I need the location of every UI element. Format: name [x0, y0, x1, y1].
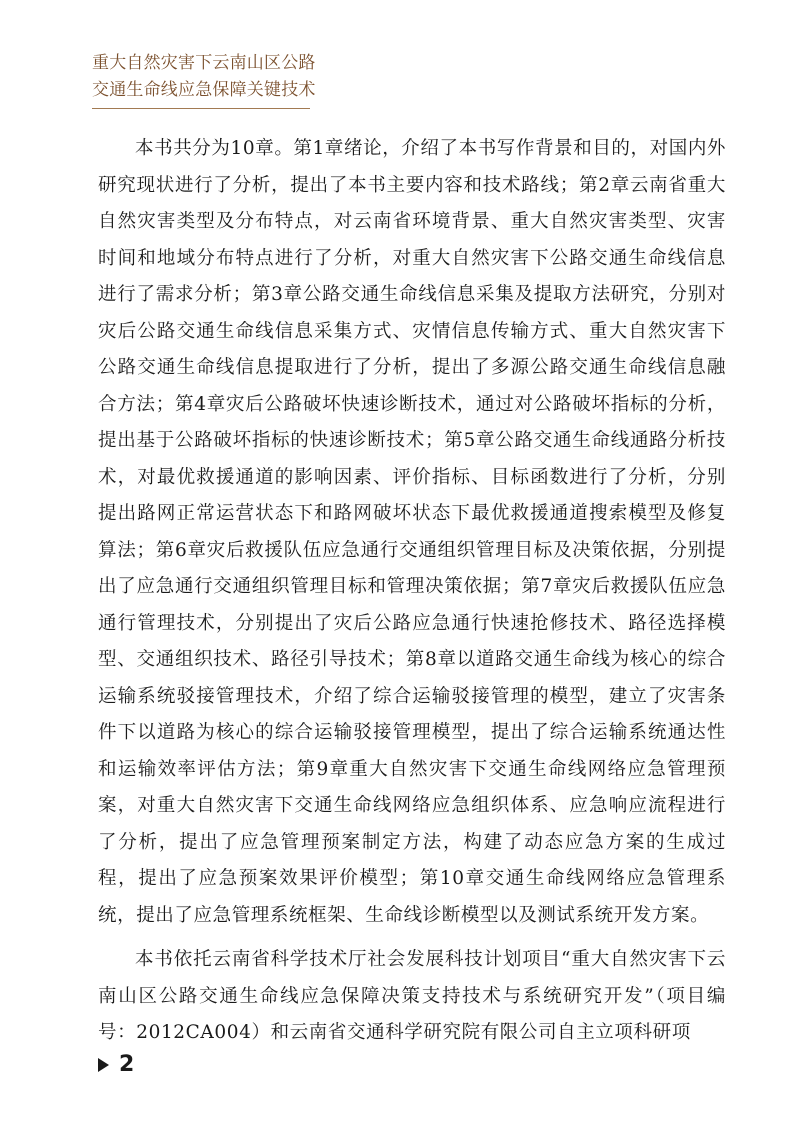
paragraph-funding: 本书依托云南省科学技术厅社会发展科技计划项目“重大自然灾害下云南山区公路交通生命线应急保障决策支持技术与系统研究开发”（项目编号：2012CA004）和云南省交通科学研究院有限公司自主立项科研项 [98, 949, 726, 1043]
body-text [98, 131, 726, 1060]
running-header [92, 50, 314, 109]
paragraph-chapter-overview: 本书共分为10章。第1章绪论，介绍了本书写作背景和目的，对国内外研究现状进行了分析，提出了本书主要内容和技术路线；第2章云南省重大自然灾害类型及分布特点，对云南省环境背景、重大自然灾害类型、灾害时间和地域分布特点进行了分析，对重大自然灾害下公路交通生命线信息进行了需求分析；第3章公路交通生命线信息采集及提取方法研究，分别对灾后公路交通生命线信息采集方式、灾情信息传输方式、重大自然灾害下公路交通生命线信息提取进行了分析，提出了多源公路交通生命线信息融合方法；第4章灾后公路破坏快速诊断技术，通过对公路破坏指标的分析，提出基于公路破坏指标的快速诊断技术；第5章公路交通生命线通路分析技术，对最优救援通道的影响因素、评价指标、目标函数进行了分析，分别提出路网正常运营状态下和路网破坏状态下最优救援通道搜索模型及修复算法；第6章灾后救援队伍应急通行交通组织管理目标及决策依据，分别提出了应急通行交通组织管理目标和管理决策依据；第7章灾后救援队伍应急通行管理技术，分别提出了灾后公路应急通行快速抢修技术、路径选择模型、交通组织技术、路径引导技术；第8章以道路交通生命线为核心的综合运输系统驳接管理技术，介绍了综合运输驳接管理的模型，建立了灾害条件下以道路为核心的综合运输驳接管理模型，提出了综合运输系统通达性和运输效率评估方法；第9章重大自然灾害下交通生命线网络应急管理预案，对重大自然灾害下交通生命线网络应急组织体系、应急响应流程进行了分析，提出了应急管理预案制定方法，构建了动态应急方案的生成过程，提出了应急预案效果评价模型；第10章交通生命线网络应急管理系统，提出了应急管理系统框架、生命线诊断模型以及测试系统开发方案。 [98, 138, 727, 926]
header-divider [92, 108, 310, 109]
book-title-line-2: 交通生命线应急保障关键技术 [92, 80, 316, 100]
page-number: 2 [119, 1052, 135, 1077]
page-footer [98, 1052, 134, 1077]
play-triangle-icon [98, 1058, 109, 1072]
book-title-line-1: 重大自然灾害下云南山区公路 [92, 53, 316, 73]
